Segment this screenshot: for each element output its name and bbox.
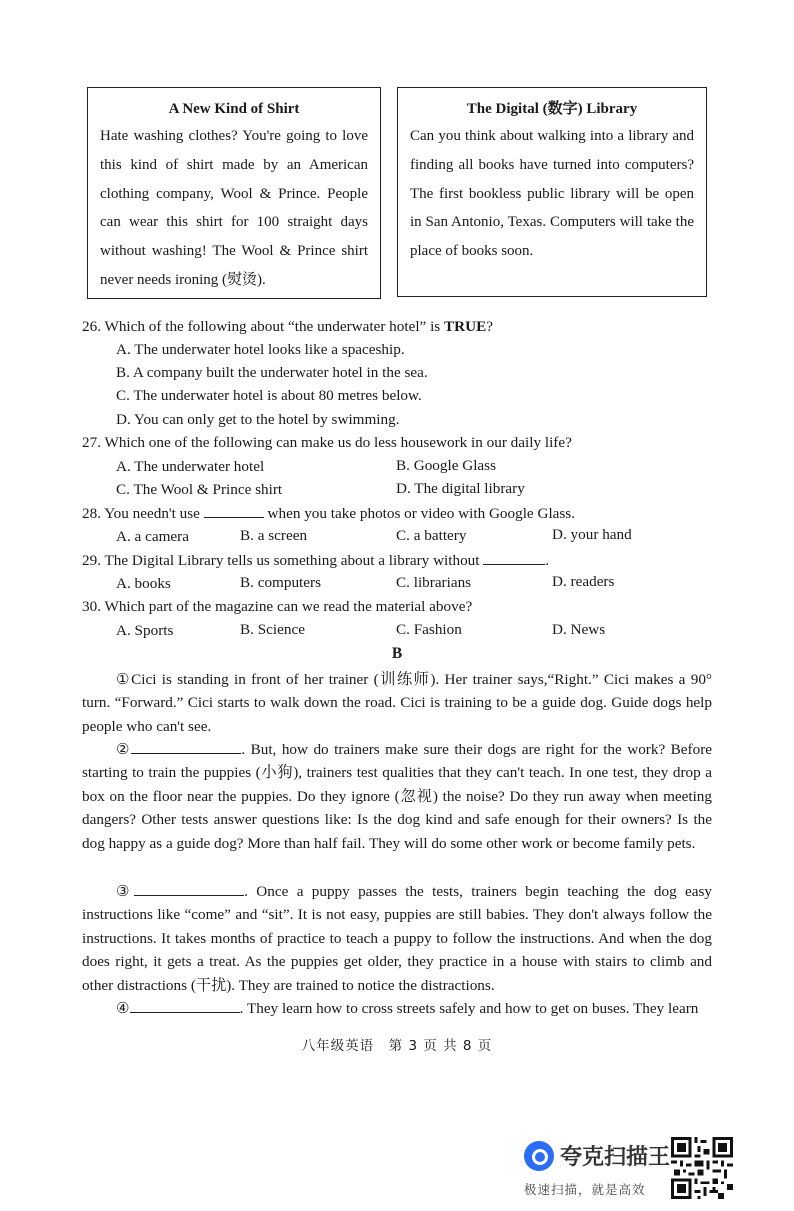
answer-blank[interactable]: [131, 740, 241, 754]
info-box-shirt: [87, 87, 381, 299]
option-29-d[interactable]: D. readers: [552, 573, 615, 590]
option-29-a[interactable]: A. books: [116, 575, 171, 592]
option-29-c[interactable]: C. librarians: [396, 574, 472, 591]
info-box-library: [397, 87, 707, 297]
option-28-c[interactable]: C. a battery: [396, 527, 467, 544]
page-footer: 八年级英语 第 3 页 共 8 页: [301, 1038, 493, 1054]
question-29: 29. The Digital Library tells us something about a library without .: [82, 552, 550, 569]
question-26: 26. Which of the following about “the underwater hotel” is TRUE?: [82, 318, 493, 335]
section-heading: B: [391, 645, 403, 662]
answer-blank[interactable]: [130, 999, 240, 1013]
box-title: A New Kind of Shirt: [168, 101, 300, 117]
option-27-a[interactable]: A. The underwater hotel: [116, 458, 265, 475]
option-27-b[interactable]: B. Google Glass: [396, 457, 496, 474]
answer-blank[interactable]: [204, 504, 264, 518]
question-27: 27. Which one of the following can make us do less housework in our daily life?: [82, 434, 572, 451]
passage-paragraph-2: ② . But, how do trainers make sure their dogs are right for the work? Before starting to train the puppies (小狗), trainers test qualities that they can't teach. In one test, they drop a box on the floor near the puppies. Do they ignore (忽视) the noise? Do they run away when meeting dangers? Other tests answer questions like: Is the dog kind and safe enough for their owners? Is the dog happy as a guide dog? More than half fail. They will do some other work or become family pets.: [82, 741, 712, 852]
option-27-d[interactable]: D. The digital library: [396, 480, 525, 497]
option-26-b[interactable]: B. A company built the underwater hotel in the sea.: [116, 364, 428, 381]
passage-paragraph-1: ①Cici is standing in front of her trainer (训练师). Her trainer says,“Right.” Cici makes a 90° turn. “Forward.” Cici starts to walk down the road. Cici is training to be a guide dog. Guide dogs help people who can't see.: [82, 671, 712, 735]
passage-paragraph-3: ③ . Once a puppy passes the tests, trainers begin teaching the dog easy instructions like “come” and “sit”. It is not easy, puppies are still babies. They don't always follow the instructions. It takes months of practice to teach a puppy to follow the instructions. And when the dog does right, it gets a treat. As the puppies get older, they practice in a house with stairs to climb and other distractions (干扰). They are trained to notice the distractions.: [82, 883, 712, 994]
qr-code-icon: [671, 1137, 733, 1199]
option-26-a[interactable]: A. The underwater hotel looks like a spaceship.: [116, 341, 405, 358]
option-28-b[interactable]: B. a screen: [240, 527, 308, 544]
answer-blank[interactable]: [483, 551, 545, 565]
option-26-c[interactable]: C. The underwater hotel is about 80 metres below.: [116, 387, 422, 404]
option-28-d[interactable]: D. your hand: [552, 526, 632, 543]
option-26-d[interactable]: D. You can only get to the hotel by swimming.: [116, 411, 400, 428]
question-28: 28. You needn't use when you take photos or video with Google Glass.: [82, 505, 576, 522]
brand-slogan: 极速扫描，就是高效: [524, 1182, 646, 1197]
box-body: Can you think about walking into a library and finding all books have turned into computers? The first bookless public library will be open in San Antonio, Texas. Computers will take the place of books soon.: [410, 128, 694, 260]
box-body: Hate washing clothes? You're going to love this kind of shirt made by an American clothing company, Wool & Prince. People can wear this shirt for 100 straight days without washing! The Wool & Prince shirt never needs ironing (熨烫).: [100, 128, 368, 288]
option-27-c[interactable]: C. The Wool & Prince shirt: [116, 481, 283, 498]
box-title: The Digital (数字) Library: [466, 101, 638, 117]
quark-logo-icon: [524, 1141, 554, 1171]
option-30-c[interactable]: C. Fashion: [396, 621, 462, 638]
brand-name: 夸克扫描王: [560, 1145, 671, 1170]
question-30: 30. Which part of the magazine can we read the material above?: [82, 598, 473, 615]
option-30-d[interactable]: D. News: [552, 621, 606, 638]
passage-paragraph-4: ④ . They learn how to cross streets safely and how to get on buses. They learn: [116, 1000, 699, 1017]
option-30-b[interactable]: B. Science: [240, 621, 305, 638]
option-28-a[interactable]: A. a camera: [116, 528, 189, 545]
answer-blank[interactable]: [134, 882, 244, 896]
option-29-b[interactable]: B. computers: [240, 574, 321, 591]
option-30-a[interactable]: A. Sports: [116, 622, 174, 639]
